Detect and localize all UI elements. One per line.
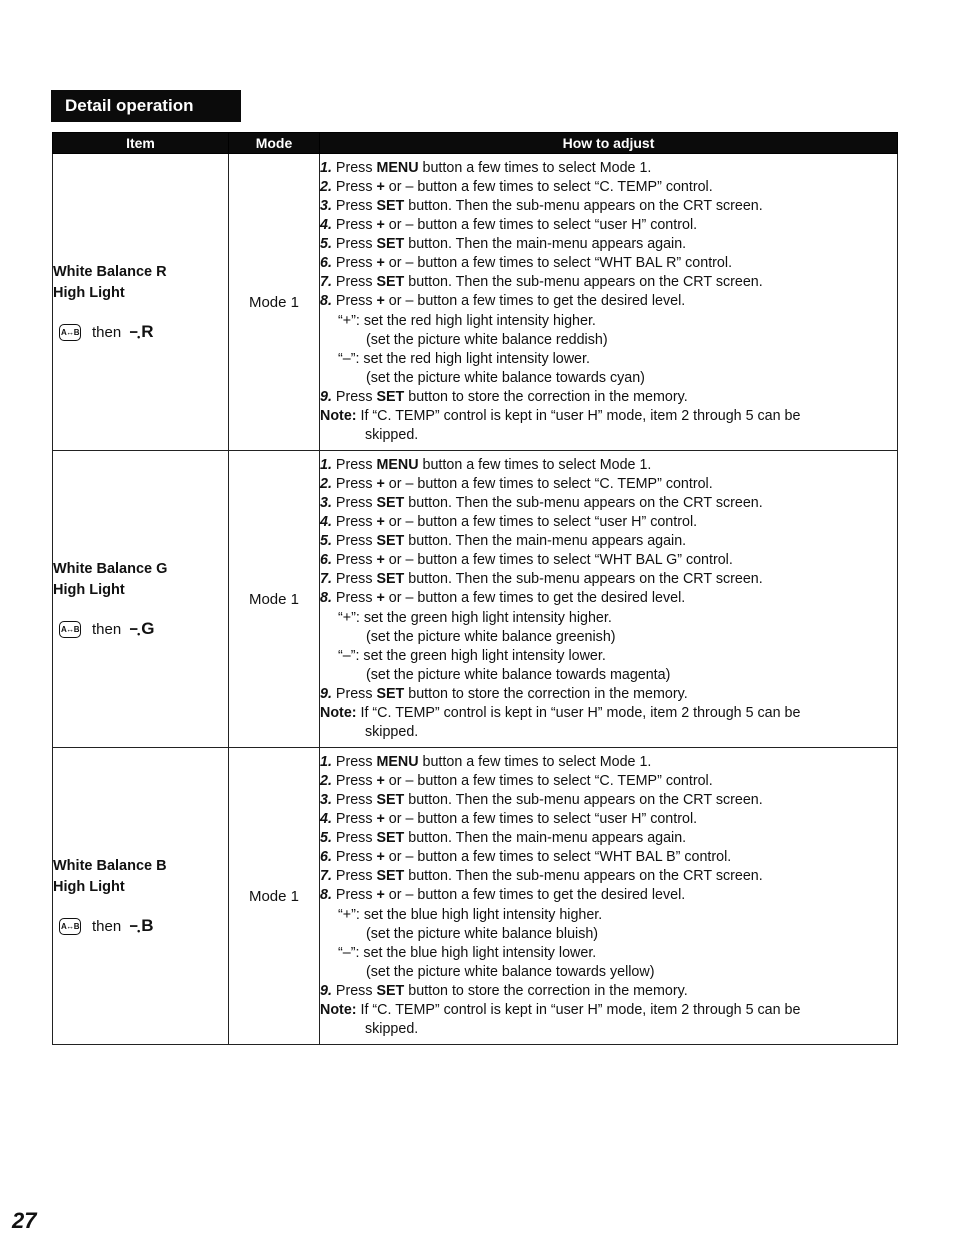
page-number: 27 (12, 1208, 37, 1233)
step-2: 2. Press + or – button a few times to select “C. TEMP” control. (320, 772, 713, 789)
then-label: then (92, 323, 122, 341)
note: Note: If “C. TEMP” control is kept in “user H” mode, item 2 through 5 can be (320, 1002, 801, 1019)
how-to-adjust-cell (320, 451, 898, 748)
step-8: 8. Press + or – button a few times to get the desired level. (320, 887, 686, 904)
plus-explanation: “+”: set the blue high light intensity higher. (338, 906, 603, 923)
step-1: 1. Press MENU button a few times to select Mode 1. (320, 159, 652, 176)
ab-switch-icon: A↔B (59, 621, 81, 638)
item-icon-sequence (53, 916, 228, 936)
color-adjust-icon (130, 916, 153, 936)
item-icon-sequence (53, 322, 228, 342)
item-name-line1: White Balance B (53, 858, 167, 874)
item-name-line2: High Light (53, 285, 125, 301)
note-continuation: skipped. (365, 724, 419, 741)
item-name-line2: High Light (53, 582, 125, 598)
adjust-mark-icon: ▔• (130, 926, 141, 936)
step-9: 9. Press SET button to store the correction in the memory. (320, 982, 688, 999)
step-5: 5. Press SET button. Then the main-menu appears again. (320, 236, 687, 253)
column-header-how-to-adjust: How to adjust (320, 133, 898, 154)
note-continuation: skipped. (365, 427, 419, 444)
item-name-line1: White Balance R (53, 264, 167, 280)
then-label: then (92, 917, 122, 935)
step-3: 3. Press SET button. Then the sub-menu appears on the CRT screen. (320, 791, 763, 808)
item-name-line2: High Light (53, 879, 125, 895)
color-letter: R (141, 322, 154, 341)
step-1: 1. Press MENU button a few times to select Mode 1. (320, 456, 652, 473)
table-row (53, 154, 898, 451)
step-6: 6. Press + or – button a few times to select “WHT BAL B” control. (320, 849, 732, 866)
adjust-mark-icon: ▔• (130, 332, 141, 342)
step-6: 6. Press + or – button a few times to select “WHT BAL G” control. (320, 552, 733, 569)
minus-explanation-sub: (set the picture white balance towards magenta) (366, 666, 671, 683)
item-cell (53, 154, 229, 451)
step-5: 5. Press SET button. Then the main-menu appears again. (320, 533, 687, 550)
mode-cell: Mode 1 (229, 154, 320, 451)
detail-operation-table (52, 132, 898, 1045)
steps-list (320, 159, 897, 312)
plus-explanation: “+”: set the green high light intensity higher. (338, 609, 612, 626)
section-title: Detail operation (51, 90, 241, 122)
plus-explanation-sub: (set the picture white balance bluish) (366, 925, 599, 942)
how-to-adjust-cell (320, 154, 898, 451)
step-9: 9. Press SET button to store the correction in the memory. (320, 685, 688, 702)
step-7: 7. Press SET button. Then the sub-menu appears on the CRT screen. (320, 571, 763, 588)
minus-explanation-sub: (set the picture white balance towards cyan) (366, 369, 645, 386)
note: Note: If “C. TEMP” control is kept in “user H” mode, item 2 through 5 can be (320, 705, 801, 722)
note-continuation: skipped. (365, 1021, 419, 1038)
plus-explanation-sub: (set the picture white balance reddish) (366, 331, 608, 348)
table-row (53, 748, 898, 1045)
item-icon-sequence (53, 619, 228, 639)
step-8: 8. Press + or – button a few times to get the desired level. (320, 590, 686, 607)
step-4: 4. Press + or – button a few times to select “user H” control. (320, 514, 698, 531)
step-8: 8. Press + or – button a few times to get the desired level. (320, 293, 686, 310)
step-1: 1. Press MENU button a few times to select Mode 1. (320, 753, 652, 770)
table-body (53, 154, 898, 1045)
column-header-mode: Mode (229, 133, 320, 154)
color-adjust-icon (130, 322, 153, 342)
color-adjust-icon (130, 619, 154, 639)
then-label: then (92, 620, 122, 638)
steps-list (320, 753, 897, 906)
item-name-line1: White Balance G (53, 561, 168, 577)
item-cell (53, 451, 229, 748)
mode-cell: Mode 1 (229, 451, 320, 748)
plus-explanation-sub: (set the picture white balance greenish) (366, 628, 616, 645)
minus-explanation: “–”: set the red high light intensity lower. (338, 350, 590, 367)
step-3: 3. Press SET button. Then the sub-menu appears on the CRT screen. (320, 197, 763, 214)
color-letter: B (141, 916, 154, 935)
ab-switch-icon: A↔B (59, 324, 81, 341)
minus-explanation: “–”: set the blue high light intensity lower. (338, 944, 597, 961)
item-cell (53, 748, 229, 1045)
step-2: 2. Press + or – button a few times to select “C. TEMP” control. (320, 178, 713, 195)
step-9: 9. Press SET button to store the correction in the memory. (320, 388, 688, 405)
column-header-item: Item (53, 133, 229, 154)
plus-explanation: “+”: set the red high light intensity higher. (338, 312, 596, 329)
step-7: 7. Press SET button. Then the sub-menu appears on the CRT screen. (320, 868, 763, 885)
step-4: 4. Press + or – button a few times to select “user H” control. (320, 811, 698, 828)
minus-explanation-sub: (set the picture white balance towards yellow) (366, 963, 655, 980)
note: Note: If “C. TEMP” control is kept in “user H” mode, item 2 through 5 can be (320, 408, 801, 425)
how-to-adjust-cell (320, 748, 898, 1045)
step-7: 7. Press SET button. Then the sub-menu appears on the CRT screen. (320, 274, 763, 291)
step-3: 3. Press SET button. Then the sub-menu appears on the CRT screen. (320, 494, 763, 511)
step-4: 4. Press + or – button a few times to select “user H” control. (320, 217, 698, 234)
minus-explanation: “–”: set the green high light intensity lower. (338, 647, 606, 664)
mode-cell: Mode 1 (229, 748, 320, 1045)
table-header-row (53, 133, 898, 154)
color-letter: G (141, 619, 155, 638)
steps-list (320, 456, 897, 609)
table-row (53, 451, 898, 748)
step-2: 2. Press + or – button a few times to select “C. TEMP” control. (320, 475, 713, 492)
ab-switch-icon: A↔B (59, 918, 81, 935)
adjust-mark-icon: ▔• (130, 629, 141, 639)
step-5: 5. Press SET button. Then the main-menu appears again. (320, 830, 687, 847)
step-6: 6. Press + or – button a few times to select “WHT BAL R” control. (320, 255, 733, 272)
